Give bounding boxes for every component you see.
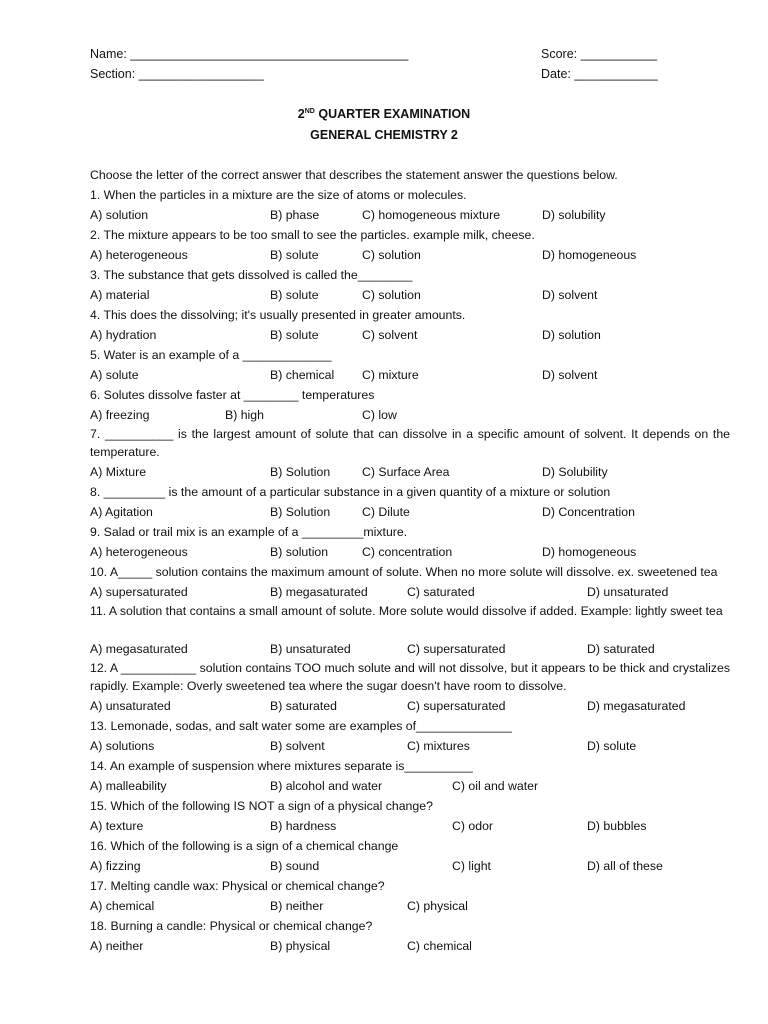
answer-option: C) saturated [407, 585, 475, 599]
answer-option: A) unsaturated [90, 699, 171, 713]
answer-option: D) saturated [587, 642, 655, 656]
answer-option: D) solubility [542, 208, 606, 222]
quarter-suffix: ND [304, 108, 315, 115]
answer-option: D) solution [542, 328, 601, 342]
answer-option: C) chemical [407, 939, 472, 953]
answer-option: C) mixture [362, 368, 419, 382]
answer-option: C) Surface Area [362, 465, 450, 479]
answer-option: D) all of these [587, 859, 663, 873]
answer-option: B) hardness [270, 819, 337, 833]
question-text: 15. Which of the following IS NOT a sign of a physical change? [90, 799, 433, 813]
question-text: 9. Salad or trail mix is an example of a _________mixture. [90, 525, 408, 539]
answer-option: D) Solubility [542, 465, 608, 479]
quarter-title: QUARTER EXAMINATION [314, 107, 471, 121]
question-text: 7. __________ is the largest amount of solute that can dissolve in a specific amount of solvent. It depends on the temperature. [90, 427, 730, 459]
question-text: 1. When the particles in a mixture are the size of atoms or molecules. [90, 188, 467, 202]
answer-option: C) physical [407, 899, 468, 913]
question-text: 10. A_____ solution contains the maximum amount of solute. When no more solute will dissolve. ex. sweetened tea [90, 565, 718, 579]
question-text: 12. A ___________ solution contains TOO much solute and will not dissolve, but it appears to be thick and crystalizes rapidly. Example: Overly sweetened tea where the sugar doesn't have room to dissolve. [90, 661, 730, 693]
question-text: 14. An example of suspension where mixtures separate is__________ [90, 759, 473, 773]
answer-option: B) high [225, 408, 264, 422]
answer-option: A) Mixture [90, 465, 147, 479]
answer-option: C) odor [452, 819, 494, 833]
answer-option: D) solute [587, 739, 637, 753]
answer-option: B) saturated [270, 699, 337, 713]
answer-option: C) concentration [362, 545, 453, 559]
date-field: Date: ____________ [541, 67, 658, 81]
answer-option: D) homogeneous [542, 545, 637, 559]
answer-option: B) chemical [270, 368, 335, 382]
answer-option: C) mixtures [407, 739, 470, 753]
answer-option: B) megasaturated [270, 585, 368, 599]
question-text: 5. Water is an example of a _____________ [90, 348, 332, 362]
answer-option: B) sound [270, 859, 320, 873]
answer-option: B) Solution [270, 505, 331, 519]
answer-option: A) neither [90, 939, 144, 953]
answer-option: B) neither [270, 899, 324, 913]
answer-option: A) supersaturated [90, 585, 188, 599]
instructions: Choose the letter of the correct answer that describes the statement answer the questions below. [90, 168, 618, 182]
answer-option: A) chemical [90, 899, 155, 913]
score-field: Score: ___________ [541, 47, 658, 61]
answer-option: A) Agitation [90, 505, 153, 519]
answer-option: C) light [452, 859, 491, 873]
answer-option: B) solute [270, 328, 319, 342]
answer-option: A) texture [90, 819, 144, 833]
exam-title [0, 107, 768, 121]
answer-option: A) freezing [90, 408, 150, 422]
answer-option: C) low [362, 408, 397, 422]
answer-option: B) solvent [270, 739, 325, 753]
answer-option: C) solution [362, 248, 421, 262]
answer-option: C) Dilute [362, 505, 410, 519]
answer-option: A) heterogeneous [90, 545, 188, 559]
answer-option: B) unsaturated [270, 642, 351, 656]
answer-option: B) alcohol and water [270, 779, 383, 793]
answer-option: D) megasaturated [587, 699, 686, 713]
answer-option: D) unsaturated [587, 585, 669, 599]
question-text: 13. Lemonade, sodas, and salt water some are examples of______________ [90, 719, 512, 733]
answer-option: C) solvent [362, 328, 418, 342]
answer-option: C) supersaturated [407, 699, 506, 713]
answer-option: C) homogeneous mixture [362, 208, 501, 222]
answer-option: A) material [90, 288, 150, 302]
answer-option: A) heterogeneous [90, 248, 188, 262]
answer-option: A) solution [90, 208, 149, 222]
question-text: 2. The mixture appears to be too small to see the particles. example milk, cheese. [90, 228, 535, 242]
answer-option: A) solute [90, 368, 139, 382]
answer-option: A) malleability [90, 779, 167, 793]
name-field: Name: ________________________________________ [90, 47, 409, 61]
answer-option: A) solutions [90, 739, 155, 753]
answer-option: A) fizzing [90, 859, 141, 873]
answer-option: B) solution [270, 545, 329, 559]
question-text: 18. Burning a candle: Physical or chemical change? [90, 919, 373, 933]
question-text: 11. A solution that contains a small amount of solute. More solute would dissolve if added. Example: lightly sweet tea [90, 604, 723, 618]
answer-option: D) solvent [542, 288, 598, 302]
question-text: 4. This does the dissolving; it's usually presented in greater amounts. [90, 308, 466, 322]
answer-option: B) solute [270, 248, 319, 262]
answer-option: B) physical [270, 939, 331, 953]
answer-option: C) supersaturated [407, 642, 506, 656]
subject-title: GENERAL CHEMISTRY 2 [310, 128, 458, 142]
question-text: 16. Which of the following is a sign of a chemical change [90, 839, 399, 853]
section-field: Section: __________________ [90, 67, 264, 81]
answer-option: A) megasaturated [90, 642, 188, 656]
answer-option: A) hydration [90, 328, 157, 342]
answer-option: B) phase [270, 208, 320, 222]
question-text: 17. Melting candle wax: Physical or chemical change? [90, 879, 385, 893]
answer-option: B) Solution [270, 465, 331, 479]
quarter-number: 2 [297, 107, 305, 121]
answer-option: C) solution [362, 288, 421, 302]
question-text: 8. _________ is the amount of a particular substance in a given quantity of a mixture or solution [90, 485, 611, 499]
answer-option: D) homogeneous [542, 248, 637, 262]
question-text: 3. The substance that gets dissolved is called the________ [90, 268, 413, 282]
answer-option: C) oil and water [452, 779, 539, 793]
answer-option: D) Concentration [542, 505, 635, 519]
answer-option: B) solute [270, 288, 319, 302]
question-text: 6. Solutes dissolve faster at ________ temperatures [90, 388, 375, 402]
answer-option: D) solvent [542, 368, 598, 382]
answer-option: D) bubbles [587, 819, 647, 833]
